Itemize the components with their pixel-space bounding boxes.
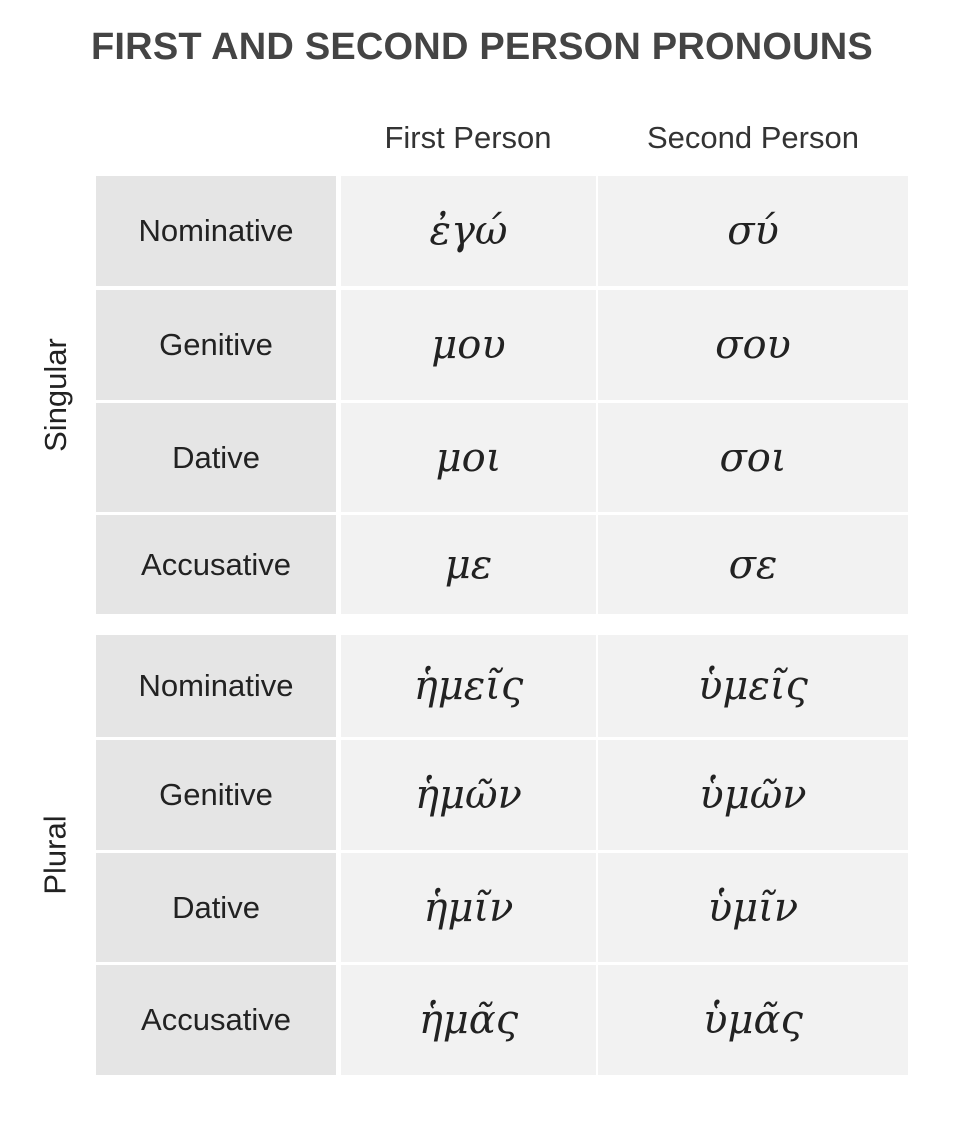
pronoun-cell: σου (598, 290, 908, 400)
pronoun-cell: με (341, 515, 596, 614)
case-cell: Accusative (96, 515, 336, 614)
case-cell: Nominative (96, 176, 336, 286)
pronoun-cell: μου (341, 290, 596, 400)
pronoun-cell: ὑμᾶς (598, 965, 908, 1075)
group-label-singular-text: Singular (38, 338, 73, 452)
case-cell: Nominative (96, 635, 336, 737)
group-label-plural (38, 635, 74, 1075)
pronoun-cell: ὑμῖν (598, 853, 908, 962)
pronoun-cell: ὑμεῖς (598, 635, 908, 737)
pronoun-cell: ἡμῖν (341, 853, 596, 962)
pronoun-cell: μοι (341, 403, 596, 512)
column-header-second-person: Second Person (647, 120, 859, 155)
pronoun-cell: σε (598, 515, 908, 614)
pronoun-cell: σοι (598, 403, 908, 512)
pronoun-cell: ἐγώ (341, 176, 596, 286)
case-cell: Genitive (96, 740, 336, 850)
pronoun-cell: ὑμῶν (598, 740, 908, 850)
group-label-plural-text: Plural (38, 815, 74, 895)
pronoun-cell: ἡμῶν (341, 740, 596, 850)
case-cell: Dative (96, 403, 336, 512)
case-cell: Genitive (96, 290, 336, 400)
case-cell: Dative (96, 853, 336, 962)
group-label-singular (38, 176, 74, 614)
column-header-first-person: First Person (384, 120, 552, 155)
pronoun-cell: σύ (598, 176, 908, 286)
pronoun-cell: ἡμᾶς (341, 965, 596, 1075)
case-cell: Accusative (96, 965, 336, 1075)
pronoun-cell: ἡμεῖς (341, 635, 596, 737)
page-title: FIRST AND SECOND PERSON PRONOUNS (91, 26, 873, 68)
